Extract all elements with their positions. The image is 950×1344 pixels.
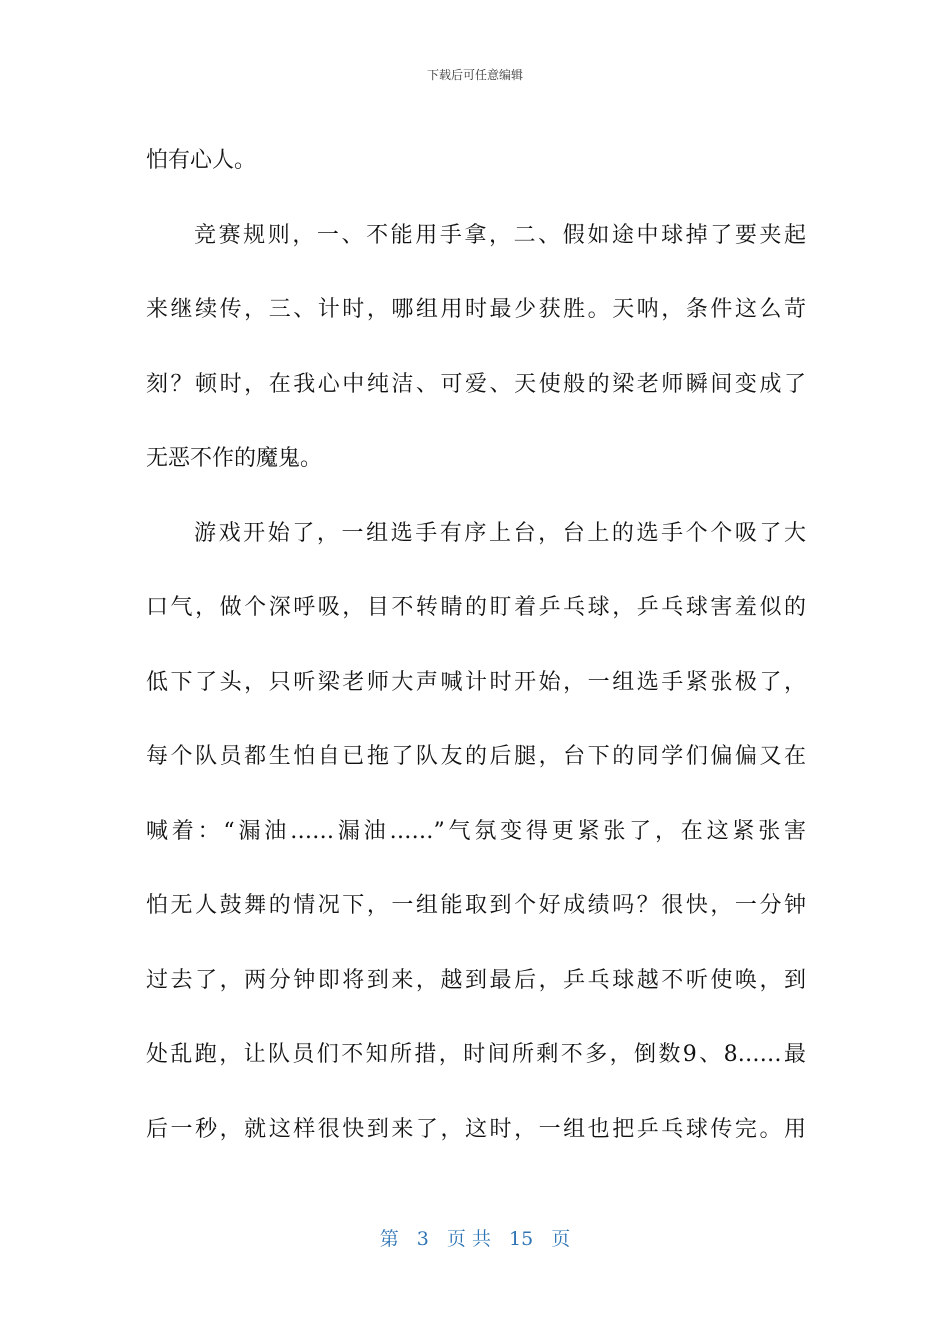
text-line: 处乱跑，让队员们不知所措，时间所剩不多，倒数9、8……最	[146, 1042, 806, 1067]
text-line: 每个队员都生怕自已拖了队友的后腿，台下的同学们偏偏又在	[146, 744, 806, 769]
text-line: 无恶不作的魔鬼。	[146, 446, 323, 471]
text-line: 口气，做个深呼吸，目不转睛的盯着乒乓球，乒乓球害羞似的	[146, 595, 806, 620]
text-line: 刻？顿时，在我心中纯洁、可爱、天使般的梁老师瞬间变成了	[146, 371, 806, 397]
current-page-number: 3	[416, 1228, 429, 1250]
text-line: 怕有心人。	[146, 148, 257, 173]
text-line: 喊着：“漏油……漏油……”气氛变得更紧张了，在这紧张害	[146, 818, 806, 844]
paragraph	[146, 124, 806, 199]
text-line: 低下了头，只听梁老师大声喊计时开始，一组选手紧张极了，	[146, 669, 806, 695]
paragraph	[146, 199, 806, 497]
paragraph	[146, 497, 806, 1168]
footer-prefix: 第	[379, 1228, 399, 1250]
page-footer	[0, 1226, 950, 1252]
page-header: 下载后可任意编辑	[426, 68, 523, 82]
text-line: 怕无人鼓舞的情况下，一组能取到个好成绩吗？很快，一分钟	[146, 893, 806, 918]
footer-suffix: 页	[551, 1228, 571, 1250]
text-line: 来继续传，三、计时，哪组用时最少获胜。天呐，条件这么苛	[146, 297, 806, 322]
text-line: 游戏开始了，一组选手有序上台，台上的选手个个吸了大	[194, 520, 806, 546]
footer-middle: 页 共	[446, 1228, 491, 1250]
total-page-count: 15	[509, 1228, 534, 1250]
text-line: 过去了，两分钟即将到来，越到最后，乒乓球越不听使唤，到	[146, 967, 806, 993]
body-text	[146, 124, 806, 1167]
text-line: 竞赛规则，一、不能用手拿，二、假如途中球掉了要夹起	[194, 222, 806, 248]
text-line: 后一秒，就这样很快到来了，这时，一组也把乒乓球传完。用	[146, 1116, 806, 1142]
